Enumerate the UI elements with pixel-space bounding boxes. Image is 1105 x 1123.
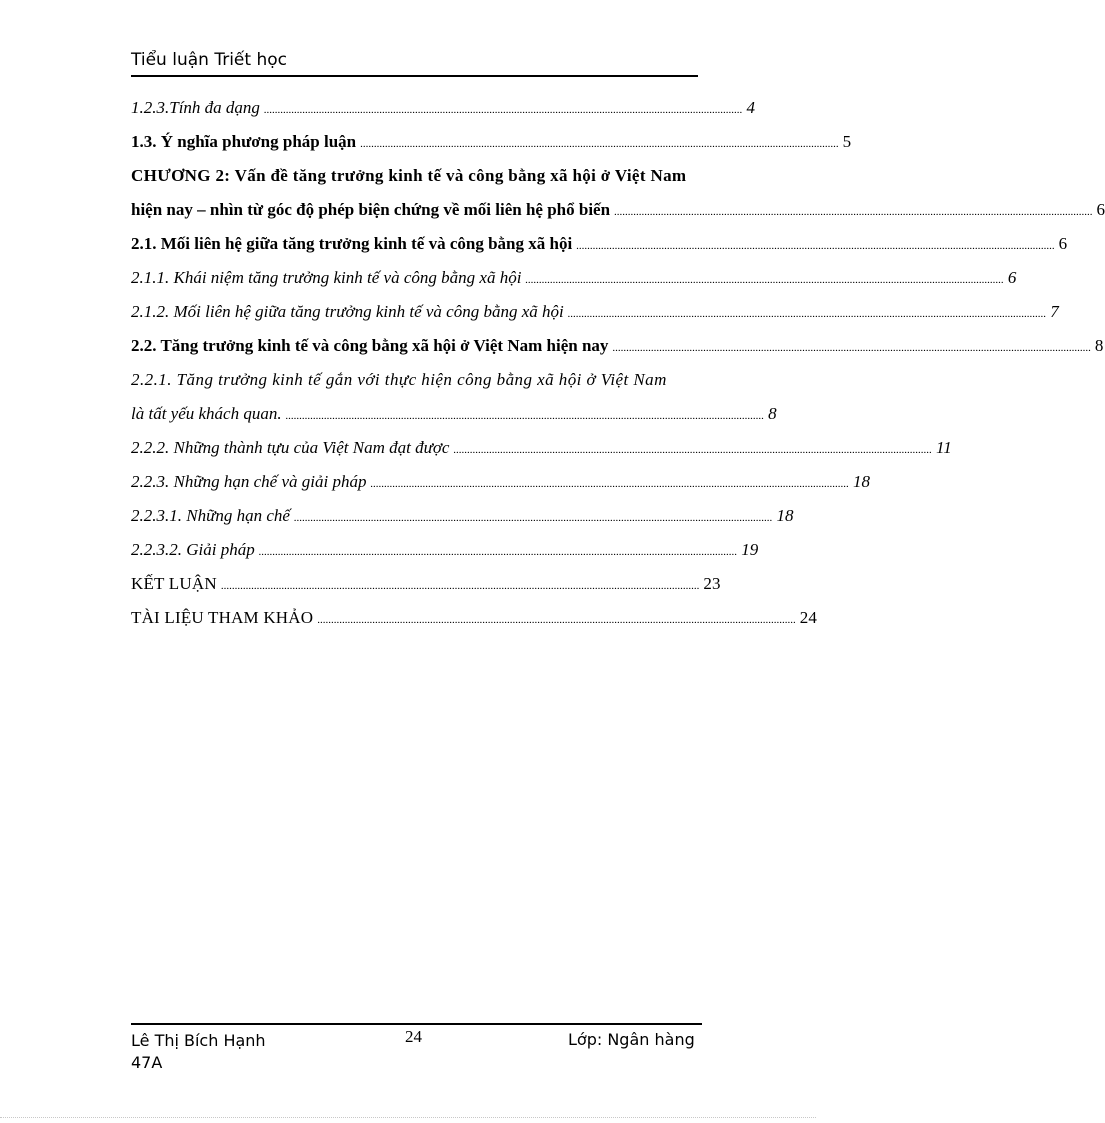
- footer-author: [131, 1030, 266, 1074]
- toc-entry[interactable]: [131, 98, 755, 132]
- toc-entry[interactable]: [131, 302, 1059, 336]
- toc-entry-text: 1.3. Ý nghĩa phương pháp luận: [131, 132, 357, 151]
- footer-class-label: Lớp: Ngân hàng: [568, 1030, 695, 1049]
- toc-leader: ..............................................................................................................................................................................: [370, 478, 849, 490]
- toc-entry-page: 8: [768, 404, 777, 423]
- toc-entry[interactable]: [131, 404, 777, 438]
- toc-entry-text: 2.2. Tăng trưởng kinh tế và công bằng xã hội ở Việt Nam hiện nay: [131, 336, 609, 355]
- toc-entry-text: hiện nay – nhìn từ góc độ phép biện chứng về mối liên hệ phổ biến: [131, 200, 611, 219]
- toc-entry[interactable]: [131, 200, 1105, 234]
- toc-entry-page: 11: [935, 438, 952, 457]
- toc-entry-page: 19: [741, 540, 759, 559]
- table-of-contents: [131, 98, 1105, 642]
- toc-entry-text: 1.2.3.Tính đa dạng: [131, 98, 260, 117]
- toc-entry[interactable]: [131, 608, 818, 642]
- toc-entry-text: 2.1. Mối liên hệ giữa tăng trưởng kinh tế và công bằng xã hội: [131, 234, 573, 253]
- toc-entry-text: 2.2.3.1. Những hạn chế: [131, 506, 290, 525]
- toc-entry-page: 6: [1096, 200, 1105, 219]
- toc-entry-page: 23: [703, 574, 721, 593]
- toc-entry-text-line1: 2.2.1. Tăng trưởng kinh tế gắn với thực hiện công bằng xã hội ở Việt Nam: [131, 370, 667, 389]
- toc-entry-line1[interactable]: [131, 166, 719, 200]
- toc-entry[interactable]: [131, 540, 759, 574]
- toc-leader: ..............................................................................................................................................................................: [293, 512, 773, 524]
- toc-entry[interactable]: [131, 132, 852, 166]
- toc-leader: ..............................................................................................................................................................................: [614, 206, 1093, 218]
- toc-entry[interactable]: [131, 472, 870, 506]
- toc-entry-text: TÀI LIỆU THAM KHẢO: [131, 608, 314, 627]
- toc-leader: ..............................................................................................................................................................................: [285, 410, 765, 422]
- toc-entry-page: 18: [776, 506, 794, 525]
- header-title: Tiểu luận Triết học: [131, 50, 287, 70]
- toc-entry-text: 2.1.2. Mối liên hệ giữa tăng trưởng kinh tế và công bằng xã hội: [131, 302, 564, 321]
- toc-entry-text: 2.2.3.2. Giải pháp: [131, 540, 255, 559]
- toc-leader: ..............................................................................................................................................................................: [612, 342, 1091, 354]
- toc-entry-page: 24: [799, 608, 818, 627]
- toc-leader: ..............................................................................................................................................................................: [263, 104, 743, 116]
- toc-leader: ..............................................................................................................................................................................: [525, 274, 1004, 286]
- toc-entry[interactable]: [131, 574, 719, 608]
- toc-leader: ..............................................................................................................................................................................: [453, 444, 932, 456]
- toc-entry-page: 6: [1007, 268, 1017, 287]
- toc-entry-line1[interactable]: [131, 370, 719, 404]
- toc-entry[interactable]: [131, 336, 1104, 370]
- footer-rule: [131, 1023, 702, 1025]
- toc-leader: ..............................................................................................................................................................................: [317, 614, 796, 626]
- toc-entry[interactable]: [131, 268, 1017, 302]
- footer-author-class-code: 47A: [131, 1053, 163, 1072]
- toc-entry-text: 2.2.3. Những hạn chế và giải pháp: [131, 472, 367, 491]
- toc-leader: ..............................................................................................................................................................................: [576, 240, 1055, 252]
- toc-leader: ..............................................................................................................................................................................: [567, 308, 1047, 320]
- toc-leader: ..............................................................................................................................................................................: [220, 580, 700, 592]
- header-rule: [131, 75, 698, 77]
- toc-entry-text: KẾT LUẬN: [131, 574, 217, 593]
- toc-entry-text: 2.1.1. Khái niệm tăng trưởng kinh tế và công bằng xã hội: [131, 268, 522, 287]
- footer-page-number: 24: [405, 1027, 422, 1046]
- footer-author-name: Lê Thị Bích Hạnh: [131, 1031, 266, 1050]
- toc-leader: ..............................................................................................................................................................................: [360, 138, 839, 150]
- toc-entry-page: 7: [1050, 302, 1059, 321]
- toc-leader: ..............................................................................................................................................................................: [258, 546, 738, 558]
- toc-entry-page: 5: [842, 132, 852, 151]
- page-bottom-border: [0, 1117, 816, 1118]
- toc-entry-page: 18: [852, 472, 870, 491]
- toc-entry-text: 2.2.2. Những thành tựu của Việt Nam đạt được: [131, 438, 450, 457]
- toc-entry-text-line1: CHƯƠNG 2: Vấn đề tăng trưởng kinh tế và công bằng xã hội ở Việt Nam: [131, 166, 687, 185]
- toc-entry-page: 8: [1094, 336, 1104, 355]
- toc-entry-text: là tất yếu khách quan.: [131, 404, 282, 423]
- toc-entry[interactable]: [131, 506, 794, 540]
- toc-entry[interactable]: [131, 234, 1068, 268]
- toc-entry-page: 4: [746, 98, 755, 117]
- toc-entry[interactable]: [131, 438, 952, 472]
- toc-entry-page: 6: [1058, 234, 1068, 253]
